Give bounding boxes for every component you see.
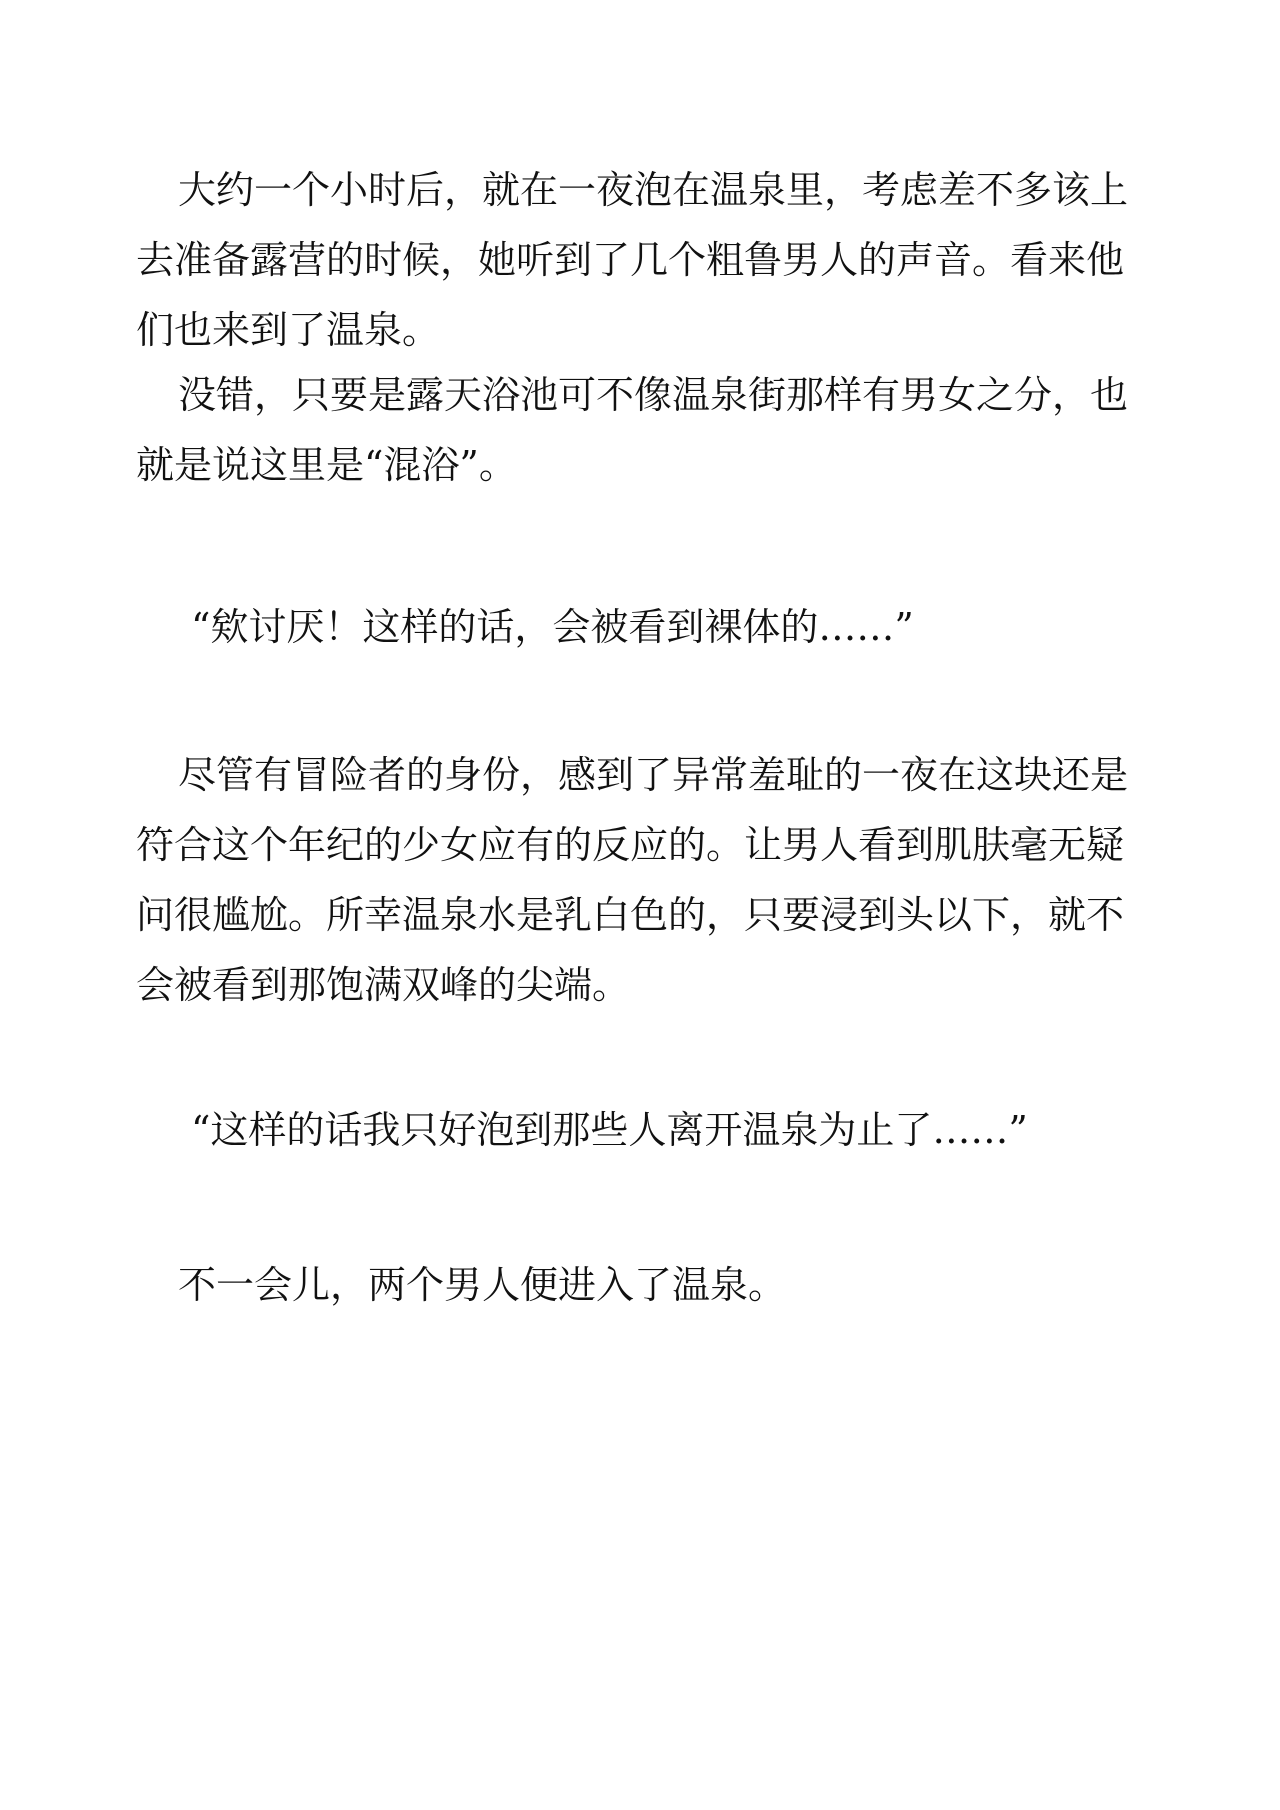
paragraph-3: 尽管有冒险者的身份，感到了异常羞耻的一夜在这块还是符合这个年纪的少女应有的反应的。让男人看到肌肤毫无疑问很尴尬。所幸温泉水是乳白色的，只要浸到头以下，就不会被看到那饱满双峰的尖端。	[136, 753, 1129, 1007]
dialogue-2: “这样的话我只好泡到那些人离开温泉为止了……”	[191, 1108, 1028, 1152]
paragraph-1: 大约一个小时后，就在一夜泡在温泉里，考虑差不多该上去准备露营的时候，她听到了几个粗鲁男人的声音。看来他们也来到了温泉。	[136, 168, 1129, 352]
paragraph-4: 不一会儿，两个男人便进入了温泉。	[178, 1263, 787, 1307]
paragraph-2: 没错，只要是露天浴池可不像温泉街那样有男女之分，也就是说这里是“混浴”。	[136, 373, 1129, 487]
dialogue-1: “欸讨厌！这样的话，会被看到裸体的……”	[191, 605, 914, 649]
